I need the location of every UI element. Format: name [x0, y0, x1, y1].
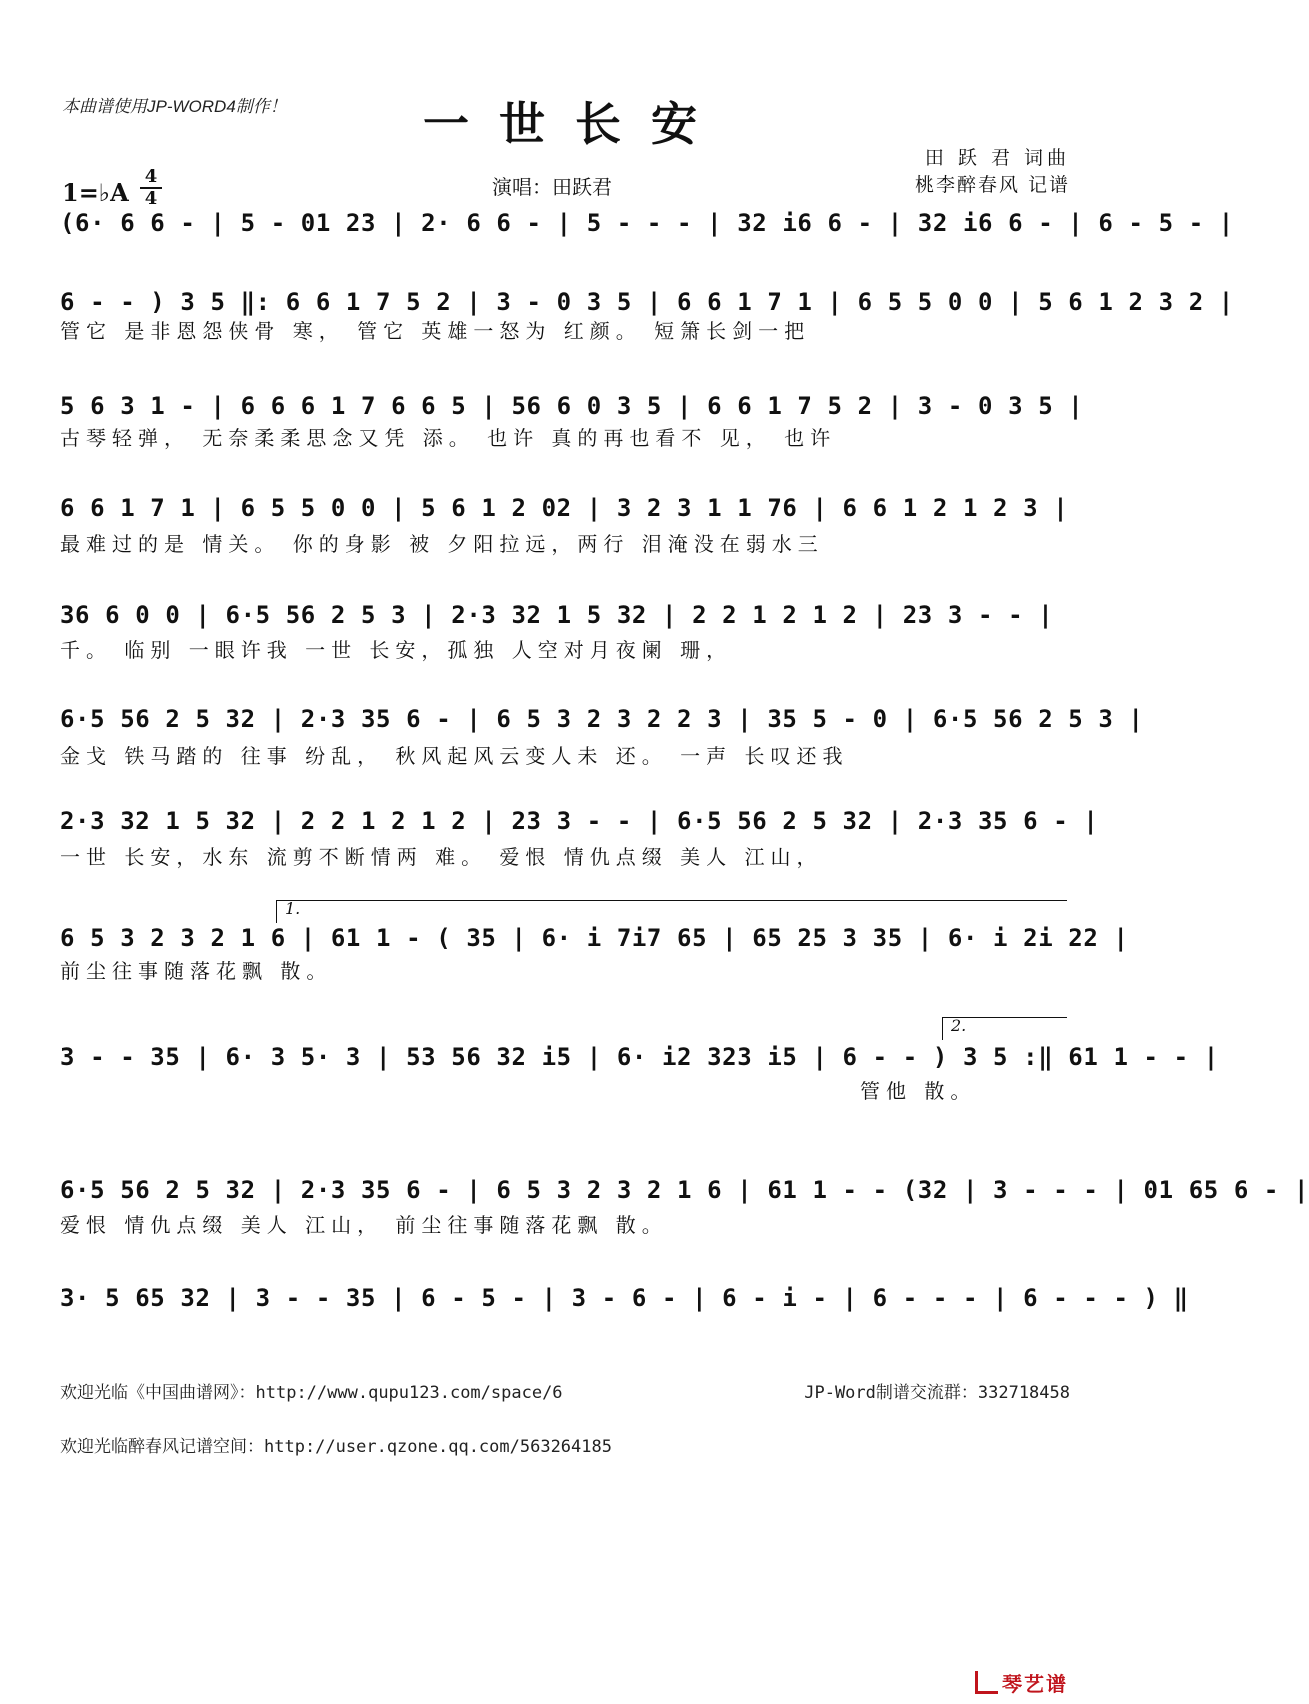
footer-space-text: 欢迎光临醉春风记谱空间：http://user.qzone.qq.com/563264185 — [60, 1437, 612, 1457]
lyric-line: 古琴轻弹， 无奈柔柔思念又凭 添。 也许 真的再也看不 见， 也许 — [60, 426, 837, 450]
volta-bracket — [276, 900, 1067, 923]
site-logo — [975, 1668, 1068, 1697]
lyric-line: 爱恨 情仇点缀 美人 江山， 前尘往事随落花飘 散。 — [60, 1213, 668, 1237]
key-signature: 1=♭A — [62, 178, 129, 207]
notation-row: 5 6 3 1 - | 6 6 6 1 7 6 6 5 | 56 6 0 3 5 | 6 6 1 7 5 2 | 3 - 0 3 5 | — [60, 392, 1084, 420]
notation-row: 3 - - 35 | 6· 3 5· 3 | 53 56 32 i5 | 6· i2 323 i5 | 6 - - ) 3 5 :‖ 61 1 - - | — [60, 1043, 1219, 1071]
notation-row: 3· 5 65 32 | 3 - - 35 | 6 - 5 - | 3 - 6 - | 6 - i - | 6 - - - | 6 - - - ) ‖ — [60, 1284, 1189, 1312]
volta-label: 2. — [951, 1016, 967, 1035]
notation-row: 6 6 1 7 1 | 6 5 5 0 0 | 5 6 1 2 02 | 3 2 3 1 1 76 | 6 6 1 2 1 2 3 | — [60, 494, 1069, 522]
notation-row: (6· 6 6 - | 5 - 01 23 | 2· 6 6 - | 5 - - - | 32 i6 6 - | 32 i6 6 - | 6 - 5 - | — [60, 209, 1234, 237]
page-title: 一世长安 — [423, 97, 727, 151]
singer-credit: 演唱：田跃君 — [492, 175, 612, 199]
notation-row: 6·5 56 2 5 32 | 2·3 35 6 - | 6 5 3 2 3 2 2 3 | 35 5 - 0 | 6·5 56 2 5 3 | — [60, 705, 1144, 733]
notation-row: 2·3 32 1 5 32 | 2 2 1 2 1 2 | 23 3 - - | 6·5 56 2 5 32 | 2·3 35 6 - | — [60, 807, 1099, 835]
time-signature — [140, 168, 162, 208]
lyric-line: 金戈 铁马踏的 往事 纷乱， 秋风起风云变人未 还。 一声 长叹还我 — [60, 744, 849, 768]
notation-row: 6·5 56 2 5 32 | 2·3 35 6 - | 6 5 3 2 3 2 1 6 | 61 1 - - (32 | 3 - - - | 01 65 6 - | — [60, 1176, 1309, 1204]
transcriber-credit: 桃李醉春风 记谱 — [914, 174, 1070, 196]
volta-bracket — [942, 1017, 1067, 1040]
time-denominator: 4 — [144, 188, 158, 209]
lyric-line: 最难过的是 情关。 你的身影 被 夕阳拉远，两行 泪淹没在弱水三 — [60, 532, 824, 556]
volta-label: 1. — [285, 899, 301, 918]
footer-group-text: JP-Word制谱交流群：332718458 — [804, 1383, 1070, 1403]
lyric-line: 一世 长安，水东 流剪不断情两 难。 爱恨 情仇点缀 美人 江山， — [60, 845, 823, 869]
notation-row: 6 - - ) 3 5 ‖: 6 6 1 7 5 2 | 3 - 0 3 5 | 6 6 1 7 1 | 6 5 5 0 0 | 5 6 1 2 3 2 | — [60, 288, 1234, 316]
lyric-line: 管它 是非恩怨侠骨 寒， 管它 英雄一怒为 红颜。 短箫长剑一把 — [60, 319, 811, 343]
logo-text: 琴艺谱 — [1002, 1672, 1068, 1696]
lyric-line: 千。 临别 一眼许我 一世 长安，孤独 人空对月夜阑 珊， — [60, 638, 733, 662]
time-numerator: 4 — [140, 168, 162, 189]
author-credit: 田 跃 君 词曲 — [924, 147, 1070, 169]
lyric-line: 管他 散。 — [860, 1079, 977, 1103]
notation-row: 6 5 3 2 3 2 1 6 | 61 1 - ( 35 | 6· i 7i7 65 | 65 25 3 35 | 6· i 2i 22 | — [60, 924, 1129, 952]
footer-link-text: 欢迎光临《中国曲谱网》：http://www.qupu123.com/space/6 — [60, 1383, 563, 1403]
logo-icon — [975, 1671, 998, 1694]
notation-row: 36 6 0 0 | 6·5 56 2 5 3 | 2·3 32 1 5 32 | 2 2 1 2 1 2 | 23 3 - - | — [60, 601, 1054, 629]
lyric-line: 前尘往事随落花飘 散。 — [60, 959, 333, 983]
software-credit: 本曲谱使用JP-WORD4制作！ — [62, 97, 287, 116]
